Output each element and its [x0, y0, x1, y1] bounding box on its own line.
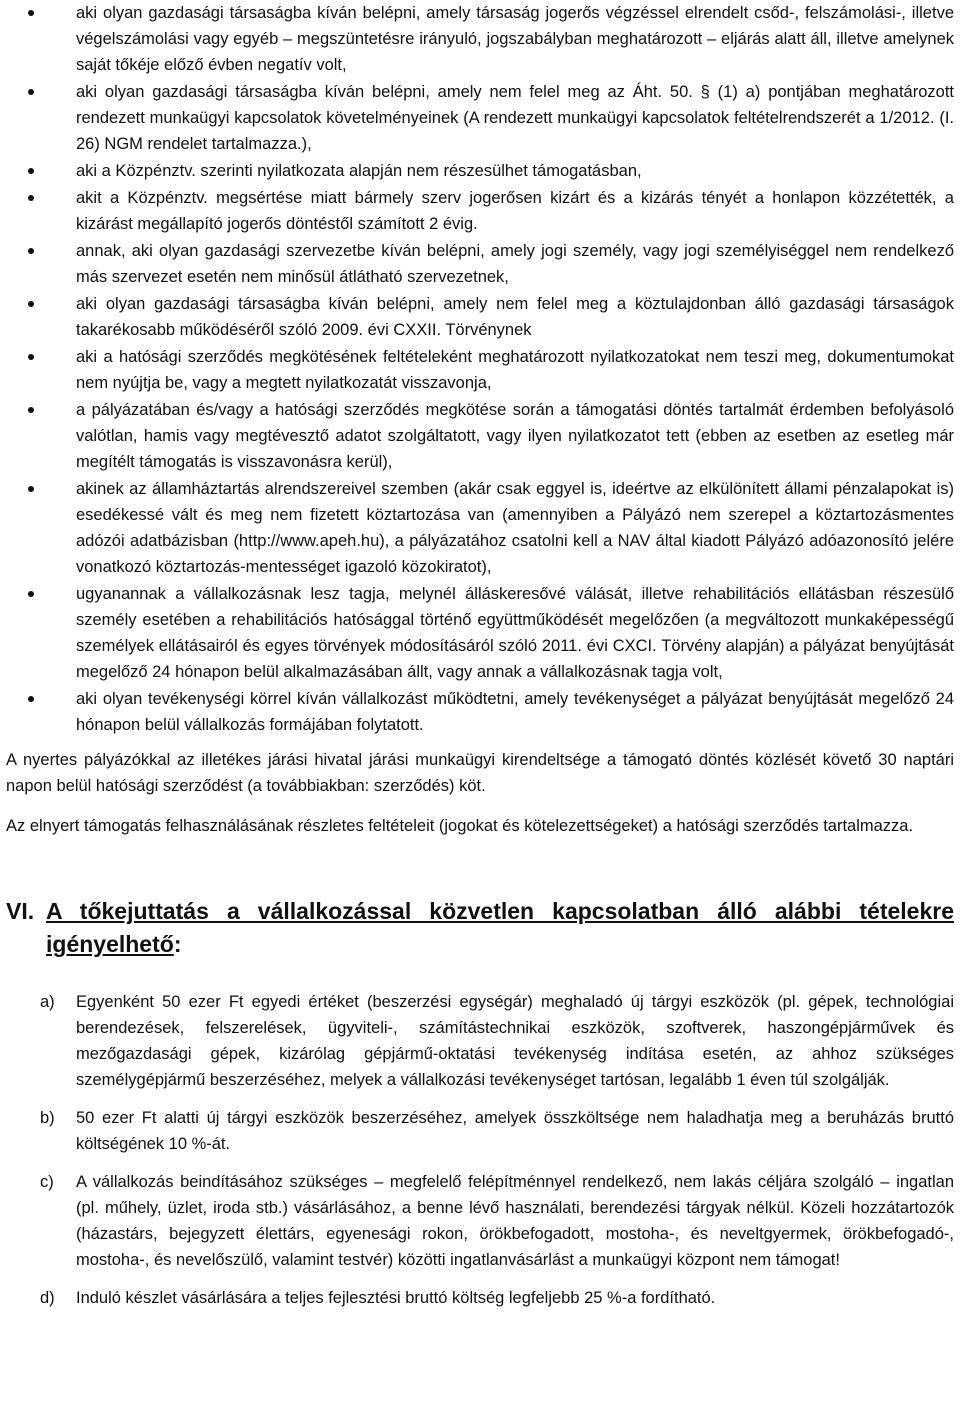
bullet-dot-icon: [28, 407, 34, 413]
bullet-item: aki olyan gazdasági társaságba kíván belépni, amely nem felel meg az Áht. 50. § (1) a) pontjában meghatározott rendezett munkaügyi kapcsolatok követelményeinek (A rendezett munkaügyi kapcsolatok feltételrendszerét a 1/2012. (I. 26) NGM rendelet tartalmazza.),: [6, 79, 954, 157]
section-heading: [6, 895, 954, 961]
bullet-dot-icon: [28, 89, 34, 95]
bullet-item: ugyanannak a vállalkozásnak lesz tagja, melynél álláskeresővé válását, illetve rehabilitációs ellátásban részesülő személy esetében a rehabilitációs hatósággal történő együttműködését megelőzően (a megváltozott munkaképességű személyek ellátásairól és egyes törvények módosításáról szóló 2011. évi CXCI. Törvény alapján) a pályázat benyújtását megelőző 24 hónapon belül alkalmazásában állt, vagy annak a vállalkozásnak tagja volt,: [6, 581, 954, 685]
list-item-text: 50 ezer Ft alatti új tárgyi eszközök beszerzéséhez, amelyek összköltsége nem haladhatja meg a beruházás bruttó költségének 10 %-át.: [76, 1109, 954, 1153]
bullet-dot-icon: [28, 168, 34, 174]
list-item-label: a): [40, 993, 55, 1011]
bullet-item: aki olyan gazdasági társaságba kíván belépni, amely nem felel meg a köztulajdonban álló gazdasági társaságok takarékosabb működéséről szóló 2009. évi CXXII. Törvénynek: [6, 291, 954, 343]
exclusion-bullet-list: [6, 0, 954, 738]
bullet-item: a pályázatában és/vagy a hatósági szerződés megkötése során a támogatási döntés tartalmát érdemben befolyásoló valótlan, hamis vagy megtévesztő adatot szolgáltatott, vagy ilyen nyilatkozatot tett (ebben az esetben az esetleg már megítélt támogatás is visszavonásra kerül),: [6, 397, 954, 475]
bullet-item: akinek az államháztartás alrendszereivel szemben (akár csak eggyel is, ideértve az elkülönített állami pénzalapokat is) esedékessé vált és meg nem fizetett köztartozása van (amennyiben a Pályázó nem szerepel a köztartozásmentes adózói adatbázisban (http://www.apeh.hu), a pályázatához csatolni kell a NAV által kiadott Pályázó adóazonosító jelére vonatkozó köztartozás-mentességet igazoló közokiratot),: [6, 476, 954, 580]
bullet-dot-icon: [28, 486, 34, 492]
list-item: [6, 989, 954, 1093]
bullet-item: aki olyan gazdasági társaságba kíván belépni, amely társaság jogerős végzéssel elrendelt csőd-, felszámolási-, illetve végelszámolási vagy egyéb – megszüntetésre irányuló, jogszabályban meghatározott – eljárás alatt áll, illetve amelynek saját tőkéje előző évben negatív volt,: [6, 0, 954, 78]
bullet-item: aki a Közpénztv. szerinti nyilatkozata alapján nem részesülhet támogatásban,: [6, 158, 954, 184]
list-item-text: A vállalkozás beindításához szükséges – megfelelő felépítménnyel rendelkező, nem lakás céljára szolgáló – ingatlan (pl. műhely, üzlet, iroda stb.) vásárlásához, a benne lévő használati, berendezési tárgyak nélkül. Közeli hozzátartozók (házastárs, bejegyzett élettárs, egyenesági rokon, örökbefogadott, mostoha-, és neveltgyermek, örökbefogadó-, mostoha-, és nevelőszülő, valamint testvér) közötti ingatlanvásárlást a munkaügyi központ nem támogat!: [76, 1173, 954, 1269]
bullet-dot-icon: [28, 248, 34, 254]
section-title-suffix: :: [173, 931, 182, 957]
bullet-dot-icon: [28, 354, 34, 360]
section-title: A tőkejuttatás a vállalkozással közvetlen kapcsolatban álló alábbi tételekre igényelhető: [46, 898, 954, 957]
bullet-dot-icon: [28, 10, 34, 16]
eligible-items-list: [6, 989, 954, 1311]
bullet-item: akit a Közpénztv. megsértése miatt bármely szerv jogerősen kizárt és a kizárás tényét a honlapon közzétették, a kizárást megállapító jogerős döntéstől számított 2 évig.: [6, 185, 954, 237]
list-item-text: Induló készlet vásárlására a teljes fejlesztési bruttó költség legfeljebb 25 %-a fordítható.: [76, 1289, 716, 1307]
list-item-label: b): [40, 1109, 55, 1127]
bullet-item: aki olyan tevékenységi körrel kíván vállalkozást működtetni, amely tevékenységet a pályázat benyújtását megelőző 24 hónapon belül vállalkozás formájában folytatott.: [6, 686, 954, 738]
bullet-dot-icon: [28, 591, 34, 597]
section-number: VI.: [6, 898, 35, 924]
bullet-dot-icon: [28, 696, 34, 702]
list-item-text: Egyenként 50 ezer Ft egyedi értéket (beszerzési egységár) meghaladó új tárgyi eszközök (pl. gépek, technológiai berendezések, felszerelések, ügyviteli-, számítástechnikai eszközök, szoftverek, haszongépjárművek és mezőgazdasági gépek, kizárólag gépjármű-oktatási tevékenység indítása esetén, az ahhoz szükséges személygépjármű beszerzéséhez, melyek a vállalkozási tevékenységet tartósan, legalább 1 éven túl szolgálják.: [76, 993, 954, 1089]
list-item-label: d): [40, 1289, 55, 1307]
list-item-label: c): [40, 1173, 54, 1191]
conditions-paragraph: Az elnyert támogatás felhasználásának részletes feltételeit (jogokat és kötelezettségeket) a hatósági szerződés tartalmazza.: [6, 817, 914, 835]
list-item: [6, 1285, 954, 1311]
contract-paragraph: A nyertes pályázókkal az illetékes járási hivatal járási munkaügyi kirendeltsége a támogató döntés közlését követő 30 naptári napon belül hatósági szerződést (a továbbiakban: szerződés) köt.: [6, 751, 954, 795]
bullet-dot-icon: [28, 195, 34, 201]
list-item: [6, 1105, 954, 1157]
list-item: [6, 1169, 954, 1273]
bullet-item: aki a hatósági szerződés megkötésének feltételeként meghatározott nyilatkozatokat nem teszi meg, dokumentumokat nem nyújtja be, vagy a megtett nyilatkozatát visszavonja,: [6, 344, 954, 396]
bullet-dot-icon: [28, 301, 34, 307]
bullet-item: annak, aki olyan gazdasági szervezetbe kíván belépni, amely jogi személy, vagy jogi személyiséggel nem rendelkező más szervezet esetén nem minősül átlátható szervezetnek,: [6, 238, 954, 290]
